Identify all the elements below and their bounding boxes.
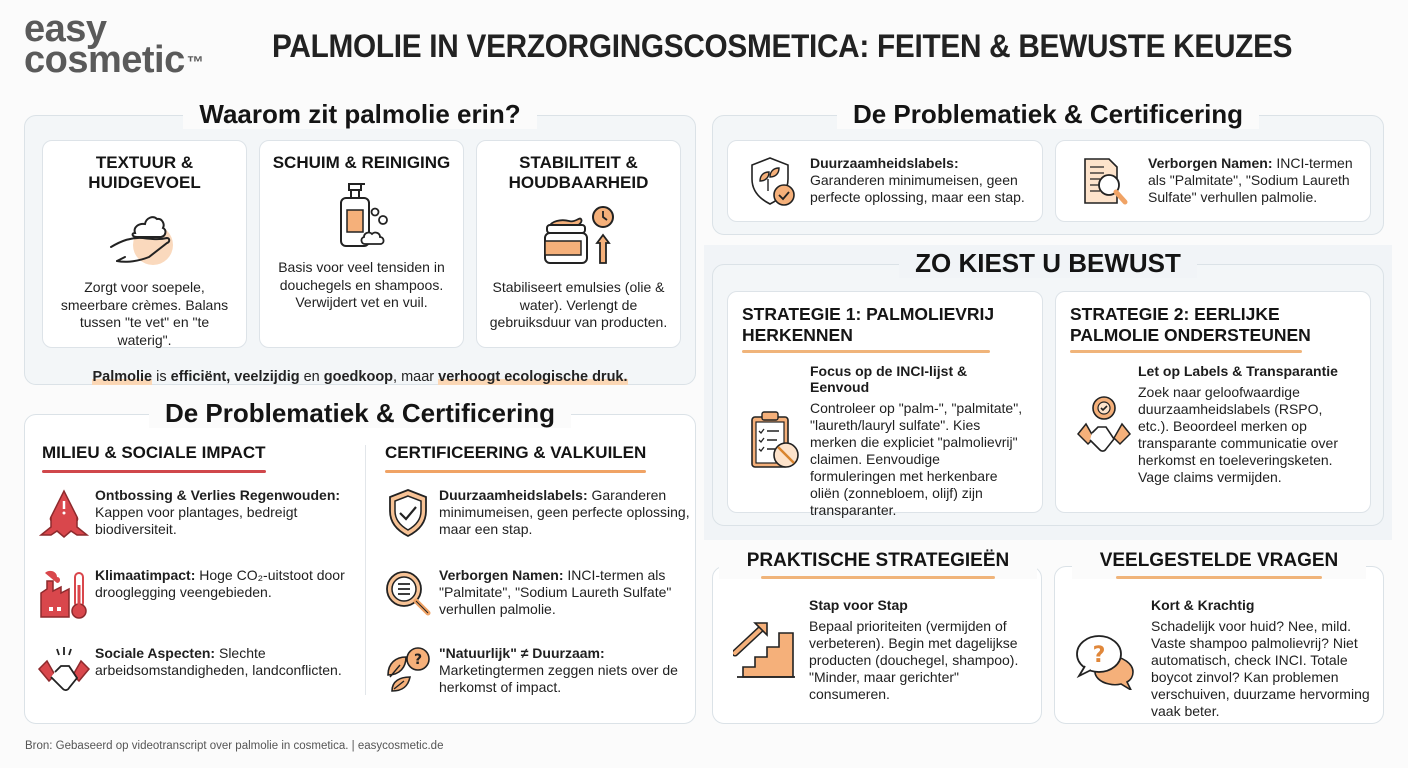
item-text: INCI-termen als "Palmitate", "Sodium Laureth Sulfate" verhullen palmolie.	[1148, 155, 1353, 205]
summary-palmolie: Palmolie	[92, 369, 153, 385]
card-text: Stabiliseert emulsies (olie & water). Verlengt de gebruiksduur van producten.	[489, 279, 668, 330]
summary-text: is	[152, 369, 171, 385]
document-magnifier-icon	[1062, 155, 1148, 209]
impact-item	[33, 645, 363, 695]
logo-line1: easy	[24, 8, 107, 50]
summary-text: goedkoop	[323, 369, 394, 385]
item-title: Verborgen Namen:	[1148, 155, 1273, 171]
leaf-question-icon	[377, 645, 439, 695]
strategy-title: STRATEGIE 2: EERLIJKE PALMOLIE ONDERSTEUNEN	[1070, 304, 1311, 345]
choose-heading: ZO KIEST U BEWUST	[899, 248, 1197, 278]
strategy-1-card	[727, 291, 1043, 518]
item-title: "Natuurlijk" ≠ Duurzaam:	[439, 645, 605, 661]
why-card-foam	[259, 140, 464, 348]
trademark: ™	[186, 53, 204, 72]
column-divider	[365, 445, 366, 695]
cream-hand-icon	[43, 197, 246, 275]
item-text: Hoge CO₂-uitstoot door drooglegging veengebieden.	[95, 567, 345, 600]
item-text: Slechte arbeidsomstandigheden, landconflicten.	[95, 645, 342, 678]
certification-heading	[385, 443, 646, 469]
practical-heading	[719, 550, 1038, 579]
certification-item	[377, 567, 695, 619]
why-card-texture	[42, 140, 247, 348]
item-text: Garanderen minimumeisen, geen perfecte oplossing, maar een stap.	[810, 172, 1025, 205]
impact-item	[33, 567, 363, 621]
summary-text: , maar	[393, 369, 439, 385]
strategy-subtitle: Let op Labels & Transparantie	[1138, 363, 1338, 379]
practical-text: Bepaal prioriteiten (vermijden of verbeteren). Begin met dagelijkse producten (douchegel, shampoo). "Minder, maar gerichter" consumeren.	[809, 618, 1019, 702]
card-title: TEXTUUR & HUIDGEVOEL	[88, 153, 201, 192]
item-title: Duurzaamheidslabels:	[439, 487, 588, 503]
certification-underline	[385, 470, 646, 473]
why-heading: Waarom zit palmolie erin?	[183, 99, 536, 129]
labels-card	[727, 140, 1043, 222]
item-text: Garanderen minimumeisen, geen perfecte oplossing, maar een stap.	[439, 487, 690, 537]
item-title: Sociale Aspecten:	[95, 645, 216, 661]
faq-heading-text: VEELGESTELDE VRAGEN	[1086, 550, 1353, 571]
badge-handshake-icon	[1070, 363, 1138, 486]
shield-leaf-check-icon	[734, 155, 810, 209]
logo-line2: cosmetic	[24, 39, 185, 81]
impact-underline	[42, 470, 266, 473]
summary-text: en	[299, 369, 324, 385]
summary-highlight: verhoogt ecologische druk.	[438, 369, 628, 385]
strategy-underline	[1070, 350, 1302, 353]
item-title: Duurzaamheidslabels:	[810, 155, 959, 171]
card-title: STABILITEIT & HOUDBAARHEID	[508, 153, 649, 192]
item-title: Verborgen Namen:	[439, 567, 564, 583]
factory-thermometer-icon	[33, 567, 95, 621]
why-summary	[25, 369, 695, 385]
stairs-arrow-icon	[723, 597, 809, 703]
magnifier-list-icon	[377, 567, 439, 619]
certification-item	[377, 487, 695, 539]
practical-underline	[761, 576, 995, 579]
faq-subtitle: Kort & Krachtig	[1151, 597, 1255, 613]
item-title: Ontbossing & Verlies Regenwouden:	[95, 487, 341, 503]
tree-stump-warning-icon	[33, 487, 95, 541]
soap-pump-icon	[260, 177, 463, 255]
handshake-icon	[33, 645, 95, 695]
svg-text:?: ?	[1092, 642, 1106, 668]
footer-source: Bron: Gebaseerd op videotranscript over palmolie in cosmetica. | easycosmetic.de	[25, 740, 444, 752]
practical-subtitle: Stap voor Stap	[809, 597, 908, 613]
impact-item	[33, 487, 363, 541]
strategy-text: Zoek naar geloofwaardige duurzaamheidslabels (RSPO, etc.). Beoordeel merken op transparante communicatie over herkomst en toeleveringsketen. Vage claims vermijden.	[1138, 384, 1338, 485]
problems-heading: De Problematiek & Certificering	[149, 398, 571, 428]
shield-check-icon	[377, 487, 439, 539]
faq-heading	[1072, 550, 1367, 579]
certification-heading-text: CERTIFICEERING & VALKUILEN	[385, 443, 647, 462]
practical-heading-text: PRAKTISCHE STRATEGIEËN	[733, 550, 1024, 571]
strategy-subtitle: Focus op de INCI-lijst & Eenvoud	[810, 363, 968, 395]
hidden-names-item	[1062, 155, 1366, 209]
page-title: PALMOLIE IN VERZORGINGSCOSMETICA: FEITEN & BEWUSTE KEUZES	[272, 28, 1293, 64]
summary-text: efficiënt, veelzijdig	[170, 369, 300, 385]
clipboard-no-palm-icon	[742, 363, 810, 519]
hidden-names-card	[1055, 140, 1371, 222]
item-title: Klimaatimpact:	[95, 567, 196, 583]
problems-top-heading: De Problematiek & Certificering	[837, 99, 1259, 129]
card-title: SCHUIM & REINIGING	[272, 153, 451, 172]
jar-clock-icon	[477, 197, 680, 275]
faq-panel	[1054, 550, 1384, 724]
item-text: Marketingtermen zeggen niets over de herkomst of impact.	[439, 662, 678, 695]
faq-text: Schadelijk voor huid? Nee, mild. Vaste shampoo palmolievrij? Niet automatisch, check INCI. Totale boycot zinvol? Kan problemen verschuiven, duurzame hervorming vaak beter.	[1151, 618, 1370, 719]
strategy-underline	[742, 350, 990, 353]
labels-item	[734, 155, 1038, 209]
card-text: Zorgt voor soepele, smeerbare crèmes. Balans tussen "te vet" en "te waterig".	[60, 279, 229, 348]
item-text: INCI-termen als "Palmitate", "Sodium Laureth Sulfate" verhullen palmolie.	[439, 567, 672, 617]
svg-text:?: ?	[413, 652, 423, 668]
strategy-text: Controleer op "palm-", "palmitate", "laureth/lauryl sulfate". Kies merken die expliciet "palmolievrij" claimen. Eenvoudige formuleringen met herkenbare oliën (zonnebloem, olijf) zijn transparanter.	[810, 400, 1023, 518]
item-text: Kappen voor plantages, bedreigt biodiversiteit.	[95, 504, 298, 537]
speech-bubbles-question-icon	[1065, 597, 1151, 720]
strategy-title: STRATEGIE 1: PALMOLIEVRIJ HERKENNEN	[742, 304, 995, 345]
certification-item	[377, 645, 695, 696]
brand-logo	[24, 8, 204, 81]
impact-heading-text: MILIEU & SOCIALE IMPACT	[42, 443, 266, 462]
problems-top-panel	[712, 99, 1384, 235]
problems-panel	[24, 398, 696, 724]
practical-panel	[712, 550, 1042, 724]
impact-heading	[42, 443, 266, 469]
faq-underline	[1116, 576, 1322, 579]
card-text: Basis voor veel tensiden in douchegels en shampoos. Verwijdert vet en vuil.	[278, 259, 445, 310]
strategy-2-card	[1055, 291, 1371, 513]
choose-panel	[712, 248, 1384, 526]
why-panel	[24, 99, 696, 385]
why-card-stability	[476, 140, 681, 348]
